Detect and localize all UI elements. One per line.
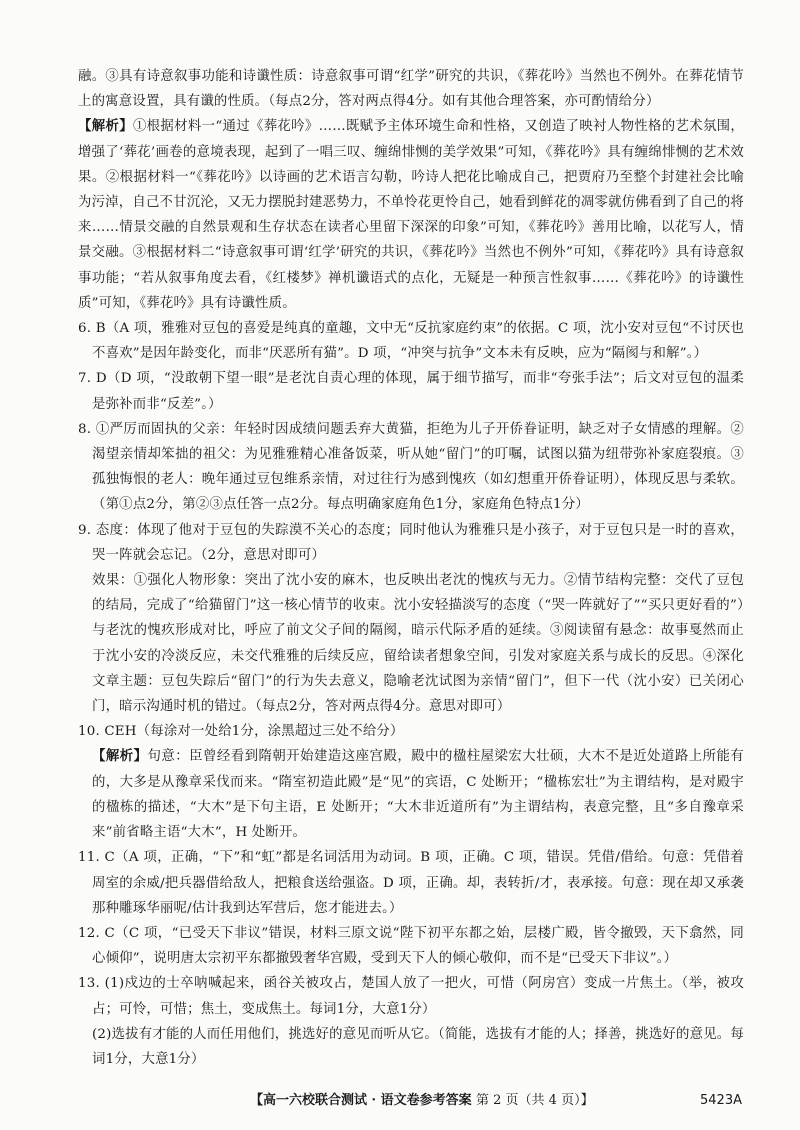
answer-q9-effect: 效果：①强化人物形象：突出了沈小安的麻木，也反映出老沈的愧疚与无力。②情节结构完整：交代了豆包的结局，完成了“给猫留门”这一核心情节的收束。沈小安轻描淡写的态度（“哭一阵就好了”“买只更好看的”）与老沈的愧疚形成对比，呼应了前文父子间的隔阂，暗示代际矛盾的延续。③阅读留有悬念：故事戛然而止于沈小安的冷淡反应，未交代雅雅的后续反应，留给读者想象空间，引发对家庭关系与成长的反思。④深化文章主题：豆包失踪后“留门”的行为失去意义，隐喻老沈试图为亲情“留门”，但下一代（沈小安）已关闭心门，暗示沟通时机的错过。（每点2分，答对两点得4分。意思对即可）: [92, 573, 744, 715]
paragraph-q5-continued: 融。③具有诗意叙事功能和诗谶性质：诗意叙事可谓“红学”研究的共识，《葬花吟》当然也不例外。在葬花情节上的寓意设置，具有谶的性质。（每点2分，答对两点得4分。如有其他合理答案，亦可酌情给分）: [78, 69, 744, 110]
answer-q9-attitude: 9. 态度：体现了他对于豆包的失踪漠不关心的态度；同时他认为雅雅只是小孩子，对于豆包只是一时的喜欢，哭一阵就会忘记。（2分，意思对即可）: [78, 522, 744, 563]
answer-q10: 10. CEH（每涂对一处给1分，涂黑超过三处不给分）: [78, 724, 404, 740]
analysis-text: 句意：臣曾经看到隋朝开始建造这座宫殿，殿中的楹柱屋梁宏大壮硕，大木不是近处道路上所能有的，大多是从豫章采伐而来。“隋室初造此殿”是“见”的宾语，C 处断开；“楹栋宏壮”为主谓结构，是对殿宇的楹栋的描述，“大木”是下句主语，E 处断开；“大木非近道所有”为主谓结构，表意完整，且“多自豫章采来”前省略主语“大木”，H 处断开。: [92, 749, 744, 841]
answer-q10-analysis: [78, 744, 744, 845]
answer-q11: 11. C（A 项，正确，“下”和“虹”都是名词活用为动词。B 项，正确。C 项，错误。凭借/借给。句意：凭借着周室的余威/把兵器借给敌人，把粮食送给强盗。D 项，正确。却，表转折/才，表承接。句意：现在却又承袭那种雕琢华丽呢/估计我到达军营后，您才能进去。）: [78, 850, 744, 916]
answer-q8: 8. ①严厉而固执的父亲：年轻时因成绩问题丢弃大黄猫，拒绝为儿子开侨眷证明，缺乏对子女情感的理解。②渴望亲情却笨拙的祖父：为见雅雅精心准备饭菜，听从她“留门”的叮嘱，试图以猫为纽带弥补家庭裂痕。③孤独悔恨的老人：晚年通过豆包维系亲情，对过往行为感到愧疚（如幻想重开侨眷证明），体现反思与柔软。（第①点2分，第②③点任答一点2分。每点明确家庭角色1分，家庭角色特点1分）: [78, 421, 744, 513]
footer-title: 【高一六校联合测试 · 语文卷参考答案: [250, 1093, 472, 1108]
footer-page-number: 第 2 页（共 4 页）】: [476, 1093, 594, 1108]
analysis-tag: 【解析】: [78, 118, 133, 135]
answer-q7: 7. D（D 项，“没敢朝下望一眼”是老沈自责心理的体现，属于细节描写，而非“夸张手法”；后文对豆包的温柔是弥补而非“反差”。）: [78, 371, 744, 412]
answer-q12: 12. C（C 项，“已受天下非议”错误，材料三原文说“陛下初平东都之始，层楼广殿，皆令撤毁，天下翕然，同心倾仰”，说明唐太宗初平东都撤毁奢华宫殿，受到天下人的倾心敬仰，而不是“已受天下非议”。）: [78, 925, 744, 967]
answer-q13-1: 13. (1)戍边的士卒呐喊起来，函谷关被攻占，楚国人放了一把火，可惜（阿房宫）变成一片焦土。（举，被攻占；可怜，可惜；焦土，变成焦土。每词1分，大意1分）: [78, 976, 744, 1017]
analysis-tag: 【解析】: [92, 748, 148, 765]
answer-q6: 6. B（A 项，雅雅对豆包的喜爱是纯真的童趣，文中无“反抗家庭约束”的依据。C 项，沈小安对豆包“不讨厌也不喜欢”是因年龄变化，而非“厌恶所有猫”。D 项，“冲突与抗争”文本未有反映，应为“隔阂与和解”。）: [78, 321, 744, 362]
footer-code: 5423A: [700, 1093, 742, 1108]
paragraph-q5-analysis: [78, 114, 744, 316]
answer-q13-2: (2)选拔有才能的人而任用他们，挑选好的意见而听从它。（简能，选拔有才能的人；择善，挑选好的意见。每词1分，大意1分）: [92, 1026, 744, 1067]
analysis-text: ①根据材料一“通过《葬花吟》……既赋予主体环境生命和性格，又创造了映衬人物性格的艺术氛围，增强了‘葬花’画卷的意境表现，起到了一唱三叹、缠绵悱恻的美学效果”可知，《葬花吟》具有缠绵悱恻的艺术效果。②根据材料一“《葬花吟》以诗画的艺术语言勾勒，吟诗人把花比喻成自己，把贾府乃至整个封建社会比喻为污淖，自己不甘沉沦，又无力摆脱封建恶势力，不单怜花更怜自己，她看到鲜花的凋零就仿佛看到了自己的将来……情景交融的自然景观和生存状态在读者心里留下深深的印象”可知，《葬花吟》善用比喻，以花写人，情景交融。③根据材料二“诗意叙事可谓‘红学’研究的共识，《葬花吟》当然也不例外”可知，《葬花吟》具有诗意叙事功能；“若从叙事角度去看，《红楼梦》禅机谶语式的点化，无疑是一种预言性叙事……《葬花吟》的诗谶性质”可知，《葬花吟》具有诗谶性质。: [78, 119, 744, 311]
page-footer: [0, 1088, 800, 1114]
answer-content: [78, 64, 744, 1072]
